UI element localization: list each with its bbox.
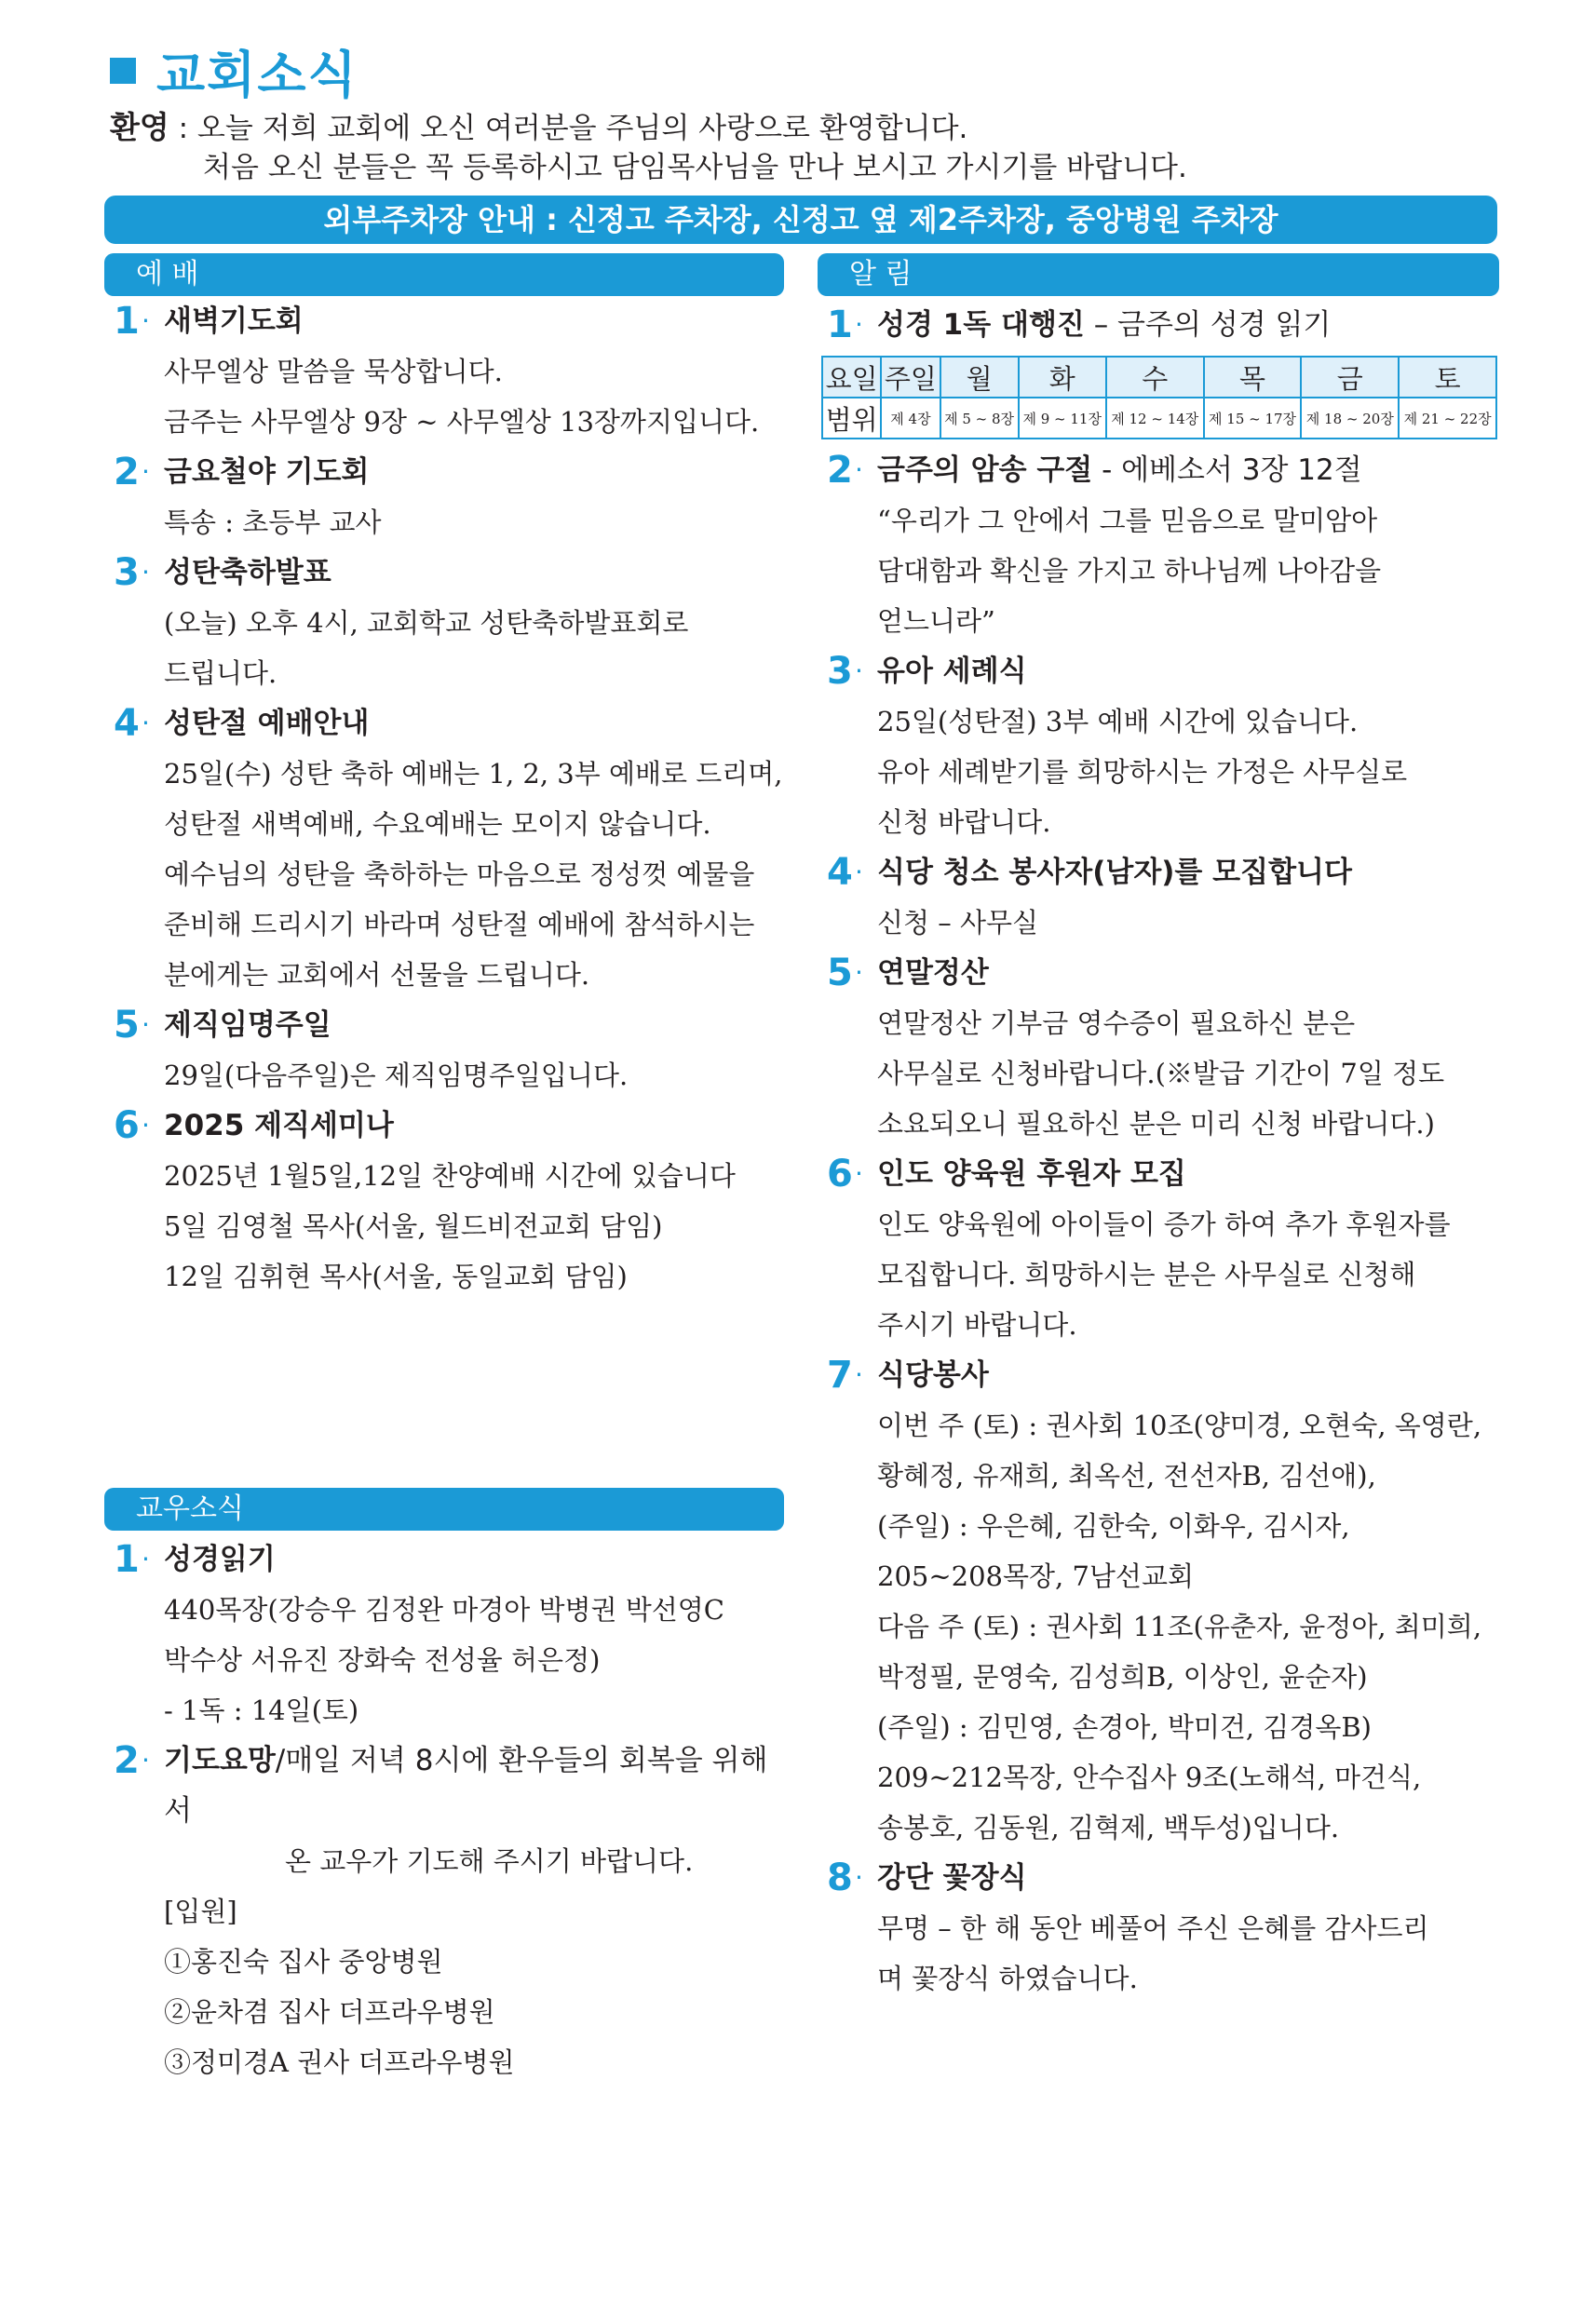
list-item	[104, 1100, 784, 1302]
body-line: ①홍진숙 집사 중앙병원	[164, 1946, 443, 1978]
item-body	[818, 1903, 1499, 2004]
table-cell: 제 4장	[881, 398, 940, 439]
body-line: 205~208목장, 7남선교회	[877, 1560, 1194, 1592]
body-line: 25일(성탄절) 3부 예배 시간에 있습니다.	[877, 706, 1359, 737]
body-line: 특송 : 초등부 교사	[164, 506, 382, 538]
item-title-main: 금요철야 기도회	[164, 455, 370, 489]
notices-header: 알 림	[818, 253, 1499, 296]
item-dot-icon: ·	[142, 1110, 150, 1141]
item-title	[818, 948, 1499, 998]
list-item	[104, 1534, 784, 1735]
body-line: “우리가 그 안에서 그를 믿음으로 말미암아	[877, 505, 1378, 536]
body-line: 사무실로 신청바랍니다.(※발급 기간이 7일 정도	[877, 1058, 1445, 1089]
item-body	[818, 998, 1499, 1149]
item-number: 7	[827, 1354, 853, 1397]
item-number: 1	[827, 304, 853, 346]
body-line: 29일(다음주일)은 제직임명주일입니다.	[164, 1060, 629, 1091]
item-title-main: 강단 꽃장식	[877, 1861, 1027, 1895]
item-title	[104, 447, 784, 497]
item-title-rest: – 금주의 성경 읽기	[1084, 308, 1332, 342]
list-item	[818, 1853, 1499, 2004]
item-body	[818, 898, 1499, 948]
item-body	[104, 1585, 784, 1735]
item-title	[818, 646, 1499, 696]
item-title	[818, 445, 1499, 495]
body-line: 드립니다.	[164, 657, 277, 689]
list-item	[104, 1000, 784, 1100]
body-line: 담대함과 확신을 가지고 하나님께 나아감을	[877, 555, 1382, 587]
body-line: (주일) : 우은혜, 김한숙, 이화우, 김시자,	[877, 1510, 1350, 1542]
item-title: 성경읽기	[164, 1543, 276, 1576]
item-dot-icon: ·	[142, 1745, 150, 1776]
body-line: 얻느니라”	[877, 605, 995, 637]
item-title	[104, 296, 784, 346]
square-bullet-icon	[110, 58, 136, 84]
item-body	[104, 598, 784, 698]
section-title-text: 교회소식	[156, 45, 358, 104]
item-body	[818, 1400, 1499, 1853]
body-line: 소요되오니 필요하신 분은 미리 신청 바랍니다.)	[877, 1108, 1435, 1140]
item-title	[818, 847, 1499, 898]
members-header: 교우소식	[104, 1488, 784, 1531]
section-title	[110, 35, 358, 106]
item-dot-icon: ·	[855, 655, 863, 686]
body-line: 신청 바랍니다.	[877, 806, 1051, 838]
table-cell: 금	[1301, 357, 1399, 398]
welcome-line-2: 처음 오신 분들은 꼭 등록하시고 담임목사님을 만나 보시고 가시기를 바랍니다.	[203, 151, 1187, 184]
body-line: - 1독 : 14일(토)	[164, 1695, 359, 1726]
item-dot-icon: ·	[855, 309, 863, 340]
item-dot-icon: ·	[142, 305, 150, 336]
item-body	[818, 1199, 1499, 1350]
list-item	[104, 296, 784, 447]
item-title-main: 유아 세례식	[877, 655, 1027, 688]
item-title	[818, 1350, 1499, 1400]
item-title-rest: /매일 저녁 8시에 환우들의 회복을 위해서	[164, 1744, 768, 1828]
item-number: 4	[827, 851, 853, 894]
item-body	[818, 696, 1499, 847]
worship-column	[104, 253, 784, 1302]
body-line: 예수님의 성탄을 축하하는 마음으로 정성껏 예물을	[164, 858, 755, 890]
item-title-main: 인도 양육원 후원자 모집	[877, 1157, 1186, 1191]
item-title-main: 기도요망	[164, 1744, 276, 1777]
list-item	[104, 447, 784, 547]
list-item	[818, 847, 1499, 948]
table-cell: 주일	[881, 357, 940, 398]
table-cell: 제 9 ~ 11장	[1019, 398, 1106, 439]
item-body	[104, 346, 784, 447]
item-title	[104, 547, 784, 598]
body-line: (주일) : 김민영, 손경아, 박미건, 김경옥B)	[877, 1711, 1372, 1743]
item-body	[104, 497, 784, 547]
list-item	[818, 948, 1499, 1149]
table-cell: 제 12 ~ 14장	[1106, 398, 1204, 439]
welcome-label: 환영	[110, 109, 169, 145]
item-title-main: 식당 청소 봉사자(남자)를 모집합니다	[877, 856, 1352, 889]
body-line: ②윤차겸 집사 더프라우병원	[164, 1996, 495, 2028]
item-body	[104, 1050, 784, 1100]
body-line: [입원]	[164, 1896, 237, 1927]
body-line: 209~212목장, 안수집사 9조(노해석, 마건식,	[877, 1762, 1422, 1793]
item-title-rest: - 에베소서 3장 12절	[1092, 453, 1362, 487]
table-cell: 목	[1204, 357, 1302, 398]
body-line: 연말정산 기부금 영수증이 필요하신 분은	[877, 1007, 1356, 1039]
worship-header: 예 배	[104, 253, 784, 296]
item-title-main: 새벽기도회	[164, 304, 304, 338]
item-number: 3	[114, 551, 140, 594]
item-dot-icon: ·	[855, 857, 863, 887]
body-line: 다음 주 (토) : 권사회 11조(유춘자, 윤정아, 최미희,	[877, 1611, 1482, 1642]
item-dot-icon: ·	[855, 957, 863, 988]
list-item	[104, 547, 784, 698]
item-number: 2	[827, 449, 853, 492]
list-item	[104, 1735, 784, 2087]
table-row	[822, 357, 1496, 398]
table-cell: 제 18 ~ 20장	[1301, 398, 1399, 439]
welcome-block	[110, 108, 1187, 187]
body-line: 박정필, 문영숙, 김성희B, 이상인, 윤순자)	[877, 1661, 1368, 1693]
parking-banner: 외부주차장 안내 : 신정고 주차장, 신정고 옆 제2주차장, 중앙병원 주차장	[104, 196, 1497, 244]
item-body	[104, 1151, 784, 1302]
table-cell: 범위	[822, 398, 881, 439]
item-title	[104, 1100, 784, 1151]
item-title-main: 2025 제직세미나	[164, 1109, 394, 1142]
item-dot-icon: ·	[855, 1862, 863, 1893]
list-item	[818, 300, 1499, 350]
item-title	[104, 1000, 784, 1050]
item-title-main: 식당봉사	[877, 1358, 989, 1392]
body-line: 12일 김휘현 목사(서울, 동일교회 담임)	[164, 1261, 628, 1292]
body-line: 박수상 서유진 장화숙 전성율 허은정)	[164, 1644, 601, 1676]
item-title-main: 금주의 암송 구절	[877, 453, 1093, 487]
body-line: 모집합니다. 희망하시는 분은 사무실로 신청해	[877, 1259, 1416, 1290]
item-number: 5	[827, 952, 853, 994]
list-item	[818, 646, 1499, 847]
item-dot-icon: ·	[855, 454, 863, 485]
list-item	[818, 445, 1499, 646]
item-dot-icon: ·	[142, 708, 150, 738]
item-dot-icon: ·	[855, 1359, 863, 1390]
body-line: 이번 주 (토) : 권사회 10조(양미경, 오현숙, 옥영란,	[877, 1410, 1482, 1441]
members-column	[104, 1488, 784, 2087]
body-line: (오늘) 오후 4시, 교회학교 성탄축하발표회로	[164, 607, 689, 639]
body-line: 사무엘상 말씀을 묵상합니다.	[164, 356, 503, 387]
item-number: 1	[114, 1538, 140, 1581]
item-dot-icon: ·	[142, 1544, 150, 1574]
item-number: 8	[827, 1857, 853, 1899]
bible-reading-table	[821, 356, 1497, 439]
table-cell: 제 5 ~ 8장	[940, 398, 1019, 439]
body-line: 황혜정, 유재희, 최옥선, 전선자B, 김선애),	[877, 1460, 1376, 1492]
item-title-main: 성경 1독 대행진	[877, 308, 1085, 342]
item-title-main: 성탄축하발표	[164, 556, 331, 589]
table-cell: 월	[940, 357, 1019, 398]
body-line: 무명 – 한 해 동안 베풀어 주신 은혜를 감사드리	[877, 1912, 1429, 1944]
list-item	[104, 698, 784, 1000]
item-number: 2	[114, 451, 140, 493]
item-dot-icon: ·	[855, 1158, 863, 1189]
item-title-main: 연말정산	[877, 956, 989, 990]
item-number: 5	[114, 1004, 140, 1046]
item-body	[818, 495, 1499, 646]
item-title	[104, 1735, 784, 1836]
item-number: 2	[114, 1739, 140, 1782]
item-body	[104, 1836, 784, 2087]
table-row	[822, 398, 1496, 439]
worship-list	[104, 296, 784, 1302]
table-cell: 화	[1019, 357, 1106, 398]
welcome-line-1: : 오늘 저희 교회에 오신 여러분을 주님의 사랑으로 환영합니다.	[169, 112, 968, 145]
item-number: 4	[114, 702, 140, 745]
item-title	[104, 698, 784, 749]
body-line: 25일(수) 성탄 축하 예배는 1, 2, 3부 예배로 드리며,	[164, 758, 783, 790]
list-item	[818, 1350, 1499, 1853]
body-line: 2025년 1월5일,12일 찬양예배 시간에 있습니다	[164, 1160, 736, 1192]
body-line: 440목장(강승우 김정완 마경아 박병권 박선영C	[164, 1594, 724, 1626]
item-title-main: 성탄절 예배안내	[164, 707, 370, 740]
body-line: 인도 양육원에 아이들이 증가 하여 추가 후원자를	[877, 1209, 1451, 1240]
body-line: 준비해 드리시기 바라며 성탄절 예배에 참석하시는	[164, 909, 755, 940]
table-cell: 토	[1399, 357, 1496, 398]
item-number: 1	[114, 300, 140, 343]
item-title	[818, 300, 1499, 350]
table-cell: 제 15 ~ 17장	[1204, 398, 1302, 439]
notices-column	[818, 253, 1499, 2004]
item-number: 6	[114, 1104, 140, 1147]
body-line: 성탄절 새벽예배, 수요예배는 모이지 않습니다.	[164, 808, 711, 840]
item-title	[818, 1149, 1499, 1199]
notices-list	[818, 445, 1499, 2004]
body-line: 며 꽃장식 하였습니다.	[877, 1963, 1138, 1994]
body-line: 주시기 바랍니다.	[877, 1309, 1077, 1341]
item-body	[104, 749, 784, 1000]
body-line: 5일 김영철 목사(서울, 월드비전교회 담임)	[164, 1210, 663, 1242]
body-line: 분에게는 교회에서 선물을 드립니다.	[164, 959, 590, 991]
item-dot-icon: ·	[142, 456, 150, 487]
list-item	[818, 1149, 1499, 1350]
body-line: 유아 세례받기를 희망하시는 가정은 사무실로	[877, 756, 1408, 788]
item-number: 6	[827, 1153, 853, 1195]
body-line: 송봉호, 김동원, 김혁제, 백두성)입니다.	[877, 1812, 1340, 1843]
item-title	[818, 1853, 1499, 1903]
body-line: 금주는 사무엘상 9장 ~ 사무엘상 13장까지입니다.	[164, 406, 760, 438]
item-dot-icon: ·	[142, 557, 150, 587]
body-line: 신청 – 사무실	[877, 907, 1039, 938]
body-line: ③정미경A 권사 더프라우병원	[164, 2046, 515, 2078]
body-line: 온 교우가 기도해 주시기 바랍니다.	[285, 1845, 694, 1877]
table-cell: 요일	[822, 357, 881, 398]
table-cell: 수	[1106, 357, 1204, 398]
item-dot-icon: ·	[142, 1009, 150, 1040]
item-title-main: 제직임명주일	[164, 1008, 331, 1042]
table-cell: 제 21 ~ 22장	[1399, 398, 1496, 439]
item-number: 3	[827, 650, 853, 693]
